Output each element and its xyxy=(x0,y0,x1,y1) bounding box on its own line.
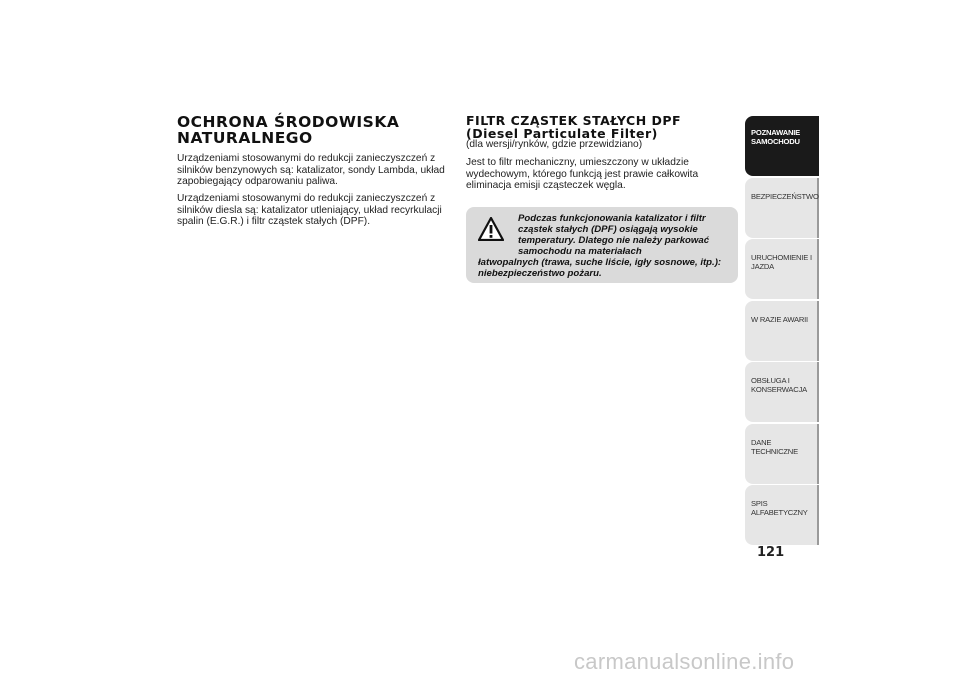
tab-spis-alfabetyczny[interactable]: SPIS ALFABETYCZNY xyxy=(745,485,819,545)
section-title-environment: OCHRONA ŚRODOWISKA NATURALNEGO xyxy=(177,113,400,147)
chapter-tabs xyxy=(745,116,819,547)
tab-dane-techniczne[interactable]: DANE TECHNICZNE xyxy=(745,424,819,484)
tab-poznawanie-samochodu[interactable]: POZNAWANIE SAMOCHODU xyxy=(745,116,819,176)
warning-box xyxy=(466,207,738,283)
watermark: carmanualsonline.info xyxy=(574,649,795,674)
dpf-title-line1: FILTR CZĄSTEK STAŁYCH DPF xyxy=(466,113,682,128)
tab-obsluga-i-konserwacja[interactable]: OBSŁUGA I KONSERWACJA xyxy=(745,362,819,422)
page-number: 121 xyxy=(757,545,785,560)
dpf-title-line2: (Diesel Particulate Filter) xyxy=(466,126,658,141)
section-title-dpf xyxy=(466,114,746,140)
warning-text-indented: Podczas funkcjonowania katalizator i filtr cząstek stałych (DPF) osiągają wysokie temperatury. Dlatego nie należy parkować samochodu na materiałach xyxy=(518,213,710,257)
paragraph-petrol: Urządzeniami stosowanymi do redukcji zanieczyszczeń z silników benzynowych są: katalizator, sondy Lambda, układ zapobiegający odparowaniu paliwa. xyxy=(177,153,445,188)
warning-text-rest: łatwopalnych (trawa, suche liście, igły sosnowe, itp.): niebezpieczeństwo pożaru. xyxy=(478,257,722,279)
dpf-subtitle: (dla wersji/rynków, gdzie przewidziano) xyxy=(466,139,643,150)
tab-uruchomienie-i-jazda[interactable]: URUCHOMIENIE I JAZDA xyxy=(745,239,819,299)
paragraph-dpf: Jest to filtr mechaniczny, umieszczony w układzie wydechowym, którego funkcją jest prawie całkowita eliminacja emisji cząsteczek węgla. xyxy=(466,157,699,192)
tab-w-razie-awarii[interactable]: W RAZIE AWARII xyxy=(745,301,819,361)
warning-text xyxy=(478,213,728,279)
paragraph-diesel: Urządzeniami stosowanymi do redukcji zanieczyszczeń z silników diesla są: katalizator utleniający, układ recyrkulacji spalin (E.G.R.) i filtr cząstek stałych (DPF). xyxy=(177,193,442,228)
tab-bezpieczenstwo[interactable]: BEZPIECZEŃSTWO xyxy=(745,178,819,238)
